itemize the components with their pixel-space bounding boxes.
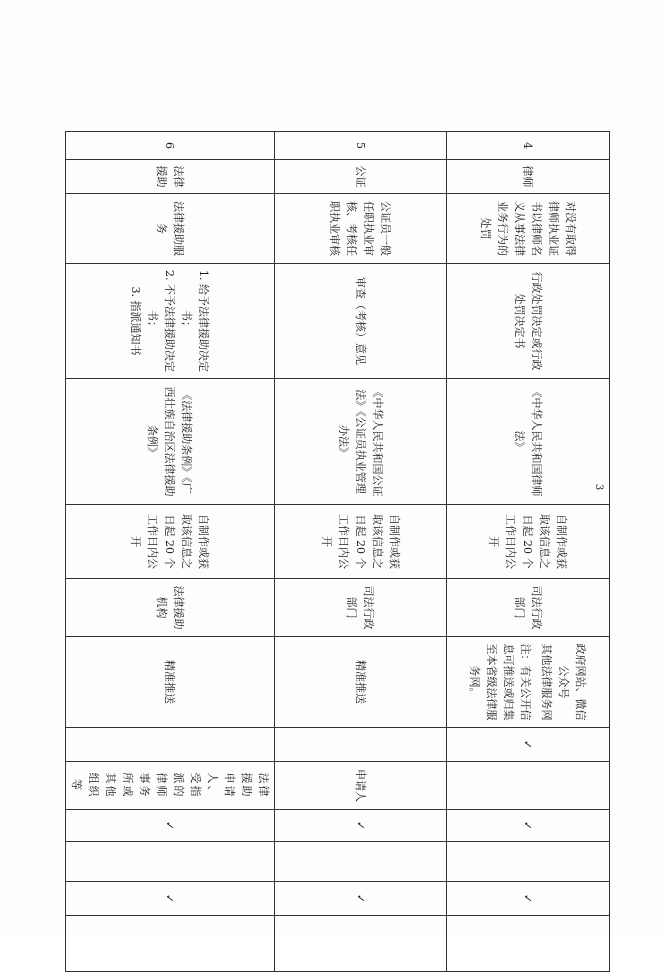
rotated-table-wrapper	[70, 131, 610, 904]
row-seq: 6	[66, 132, 275, 160]
row-object-specific	[447, 762, 610, 810]
row-channel: 精准推送	[66, 637, 275, 728]
row-channel: 精准推送	[275, 637, 447, 728]
row-mode-request	[447, 842, 610, 882]
row-item: 公证员一般任职执业审核、考核任职执业审核	[275, 194, 447, 264]
row-subject: 法律援助机构	[66, 579, 275, 637]
row-level-county: ✓	[275, 882, 447, 916]
row-channel-cell	[447, 637, 610, 728]
disclosure-table	[65, 131, 610, 972]
row-basis: 《中华人民共和国公证法》《公证员执业管理办法》	[275, 379, 447, 505]
row-time-limit: 自制作或获取该信息之日起 20 个工作日内公开	[275, 505, 447, 579]
row-last	[275, 916, 447, 972]
row-channel: 政府网站、微信公众号	[557, 643, 588, 721]
row-last	[66, 916, 275, 972]
row-object-all	[275, 728, 447, 762]
row-object-specific: 申请人	[275, 762, 447, 810]
row-item: 法律援助服务	[66, 194, 275, 264]
row-content: 行政处罚决定或行政处罚决定书	[447, 264, 610, 379]
row-category: 法律援助	[66, 160, 275, 194]
row-content-item: 2. 不予法律援助决定书；	[146, 270, 177, 372]
row-content-item: 3. 指派通知书	[129, 286, 143, 356]
row-category: 公证	[275, 160, 447, 194]
row-mode-active: ✓	[66, 810, 275, 842]
row-mode-active: ✓	[275, 810, 447, 842]
row-channel-note: 注：有关公开信息可推送或归集至本省级法律服务网。	[468, 643, 533, 721]
row-subject: 司法行政部门	[275, 579, 447, 637]
row-time-limit: 自制作或获取该信息之日起 20 个工作日内公开	[447, 505, 610, 579]
row-basis: 《中华人民共和国律师法》	[447, 379, 610, 505]
row-content-item: 1. 给予法律援助决定书；	[180, 270, 211, 372]
row-content-cell	[66, 264, 275, 379]
page-number: 3	[593, 483, 604, 491]
table-row	[447, 132, 610, 972]
row-item: 对没有取得律师执业证书以律师名义从事法律业务行为的处罚	[447, 194, 610, 264]
row-object-all: ✓	[447, 728, 610, 762]
row-basis: 《法律援助条例》《广西壮族自治区法律援助条例》	[66, 379, 275, 505]
row-object-specific: 法律援助申请人、受指派的律师事务所或其他组织等	[66, 762, 275, 810]
row-seq: 4	[447, 132, 610, 160]
row-level-county: ✓	[66, 882, 275, 916]
row-channel-secondary: 其他法律服务网	[540, 643, 554, 721]
row-level-county: ✓	[447, 882, 610, 916]
table-row	[66, 132, 275, 972]
row-last	[447, 916, 610, 972]
row-mode-active: ✓	[447, 810, 610, 842]
row-seq: 5	[275, 132, 447, 160]
row-object-all	[66, 728, 275, 762]
row-mode-request	[275, 842, 447, 882]
row-mode-request	[66, 842, 275, 882]
row-content: 审查（考核）意见	[275, 264, 447, 379]
row-time-limit: 自制作或获取该信息之日起 20 个工作日内公开	[66, 505, 275, 579]
row-category: 律师	[447, 160, 610, 194]
table-row	[275, 132, 447, 972]
row-subject: 司法行政部门	[447, 579, 610, 637]
